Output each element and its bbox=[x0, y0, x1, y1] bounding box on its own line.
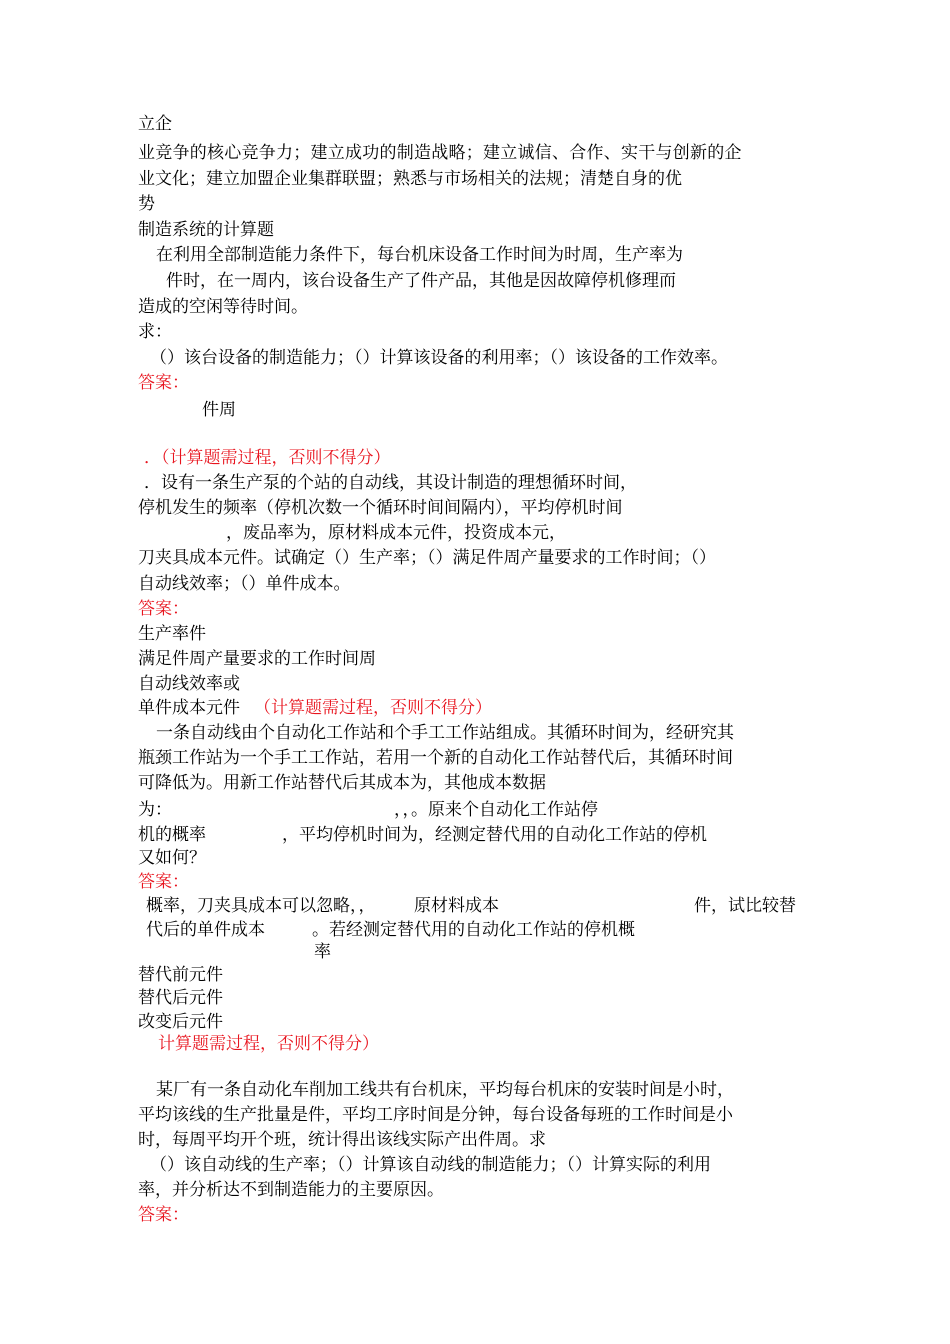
text-line: 率 bbox=[314, 942, 331, 962]
text-line: ，，。原来个自动化工作站停 bbox=[394, 800, 598, 820]
text-line: （）该自动线的生产率；（）计算该自动线的制造能力；（）计算实际的利用 bbox=[150, 1155, 711, 1175]
text-line: 平均该线的生产批量是件，平均工序时间是分钟，每台设备每班的工作时间是小 bbox=[138, 1105, 733, 1125]
text-line: 业文化；建立加盟企业集群联盟；熟悉与市场相关的法规；清楚自身的优 bbox=[138, 169, 682, 189]
text-line: ．设有一条生产泵的个站的自动线，其设计制造的理想循环时间， bbox=[144, 473, 637, 493]
note-line: ．（计算题需过程，否则不得分） bbox=[144, 448, 391, 468]
text-line: 瓶颈工作站为一个手工工作站，若用一个新的自动化工作站替代后，其循环时间 bbox=[138, 748, 733, 768]
answer-label: 答案： bbox=[138, 872, 189, 892]
text-line: 单件成本元件 bbox=[138, 698, 240, 718]
text-line: 势 bbox=[138, 194, 155, 214]
text-line: 停机发生的频率（停机次数一个循环时间间隔内），平均停机时间 bbox=[138, 498, 623, 518]
text-line: 造成的空闲等待时间。 bbox=[138, 297, 308, 317]
text-line: ，平均停机时间为，经测定替代用的自动化工作站的停机 bbox=[282, 825, 707, 845]
text-line: 一条自动线由个自动化工作站和个手工工作站组成。其循环时间为，经研究其 bbox=[156, 723, 734, 743]
answer-label: 答案： bbox=[138, 599, 189, 619]
text-line: 机的概率 bbox=[138, 825, 206, 845]
text-line: 原材料成本 bbox=[414, 896, 499, 916]
text-line: 件，试比较替 bbox=[694, 896, 796, 916]
section-title: 制造系统的计算题 bbox=[138, 220, 274, 240]
text-line: 为： bbox=[138, 800, 172, 820]
text-line: 某厂有一条自动化车削加工线共有台机床，平均每台机床的安装时间是小时， bbox=[156, 1080, 734, 1100]
text-line: 刀夹具成本元件。试确定（）生产率；（）满足件周产量要求的工作时间；（） bbox=[138, 548, 716, 568]
text-line: 可降低为。用新工作站替代后其成本为，其他成本数据 bbox=[138, 773, 546, 793]
text-line: 改变后元件 bbox=[138, 1012, 223, 1032]
text-line: 时，每周平均开个班，统计得出该线实际产出件周。求 bbox=[138, 1130, 546, 1150]
text-line: 自动线效率；（）单件成本。 bbox=[138, 574, 351, 594]
text-line: 业竞争的核心竞争力；建立成功的制造战略；建立诚信、合作、实干与创新的企 bbox=[138, 143, 742, 163]
text-line: ，废品率为，原材料成本元件，投资成本元， bbox=[226, 523, 566, 543]
text-line: 。若经测定替代用的自动化工作站的停机概 bbox=[312, 920, 635, 940]
text-line: 概率，刀夹具成本可以忽略，， bbox=[146, 896, 376, 916]
text-line: 自动线效率或 bbox=[138, 674, 240, 694]
text-line: 生产率件 bbox=[138, 624, 206, 644]
text-line: 替代后元件 bbox=[138, 988, 223, 1008]
answer-label: 答案： bbox=[138, 1205, 189, 1225]
text-line: 在利用全部制造能力条件下，每台机床设备工作时间为时周，生产率为 bbox=[156, 245, 683, 265]
text-line: 件周 bbox=[202, 400, 236, 420]
note-line: 计算题需过程，否则不得分） bbox=[158, 1034, 379, 1054]
text-line: 替代前元件 bbox=[138, 965, 223, 985]
text-line: （）该台设备的制造能力；（）计算该设备的利用率；（）该设备的工作效率。 bbox=[150, 348, 728, 368]
text-line: 又如何？ bbox=[138, 848, 206, 868]
note-line: （计算题需过程，否则不得分） bbox=[254, 698, 492, 718]
text-line: 立企 bbox=[138, 114, 172, 134]
text-line: 率，并分析达不到制造能力的主要原因。 bbox=[138, 1180, 444, 1200]
text-line: 件时，在一周内，该台设备生产了件产品，其他是因故障停机修理而 bbox=[166, 271, 676, 291]
text-line: 满足件周产量要求的工作时间周 bbox=[138, 649, 376, 669]
text-line: 代后的单件成本 bbox=[146, 920, 265, 940]
answer-label: 答案： bbox=[138, 373, 189, 393]
text-line: 求： bbox=[138, 322, 172, 342]
